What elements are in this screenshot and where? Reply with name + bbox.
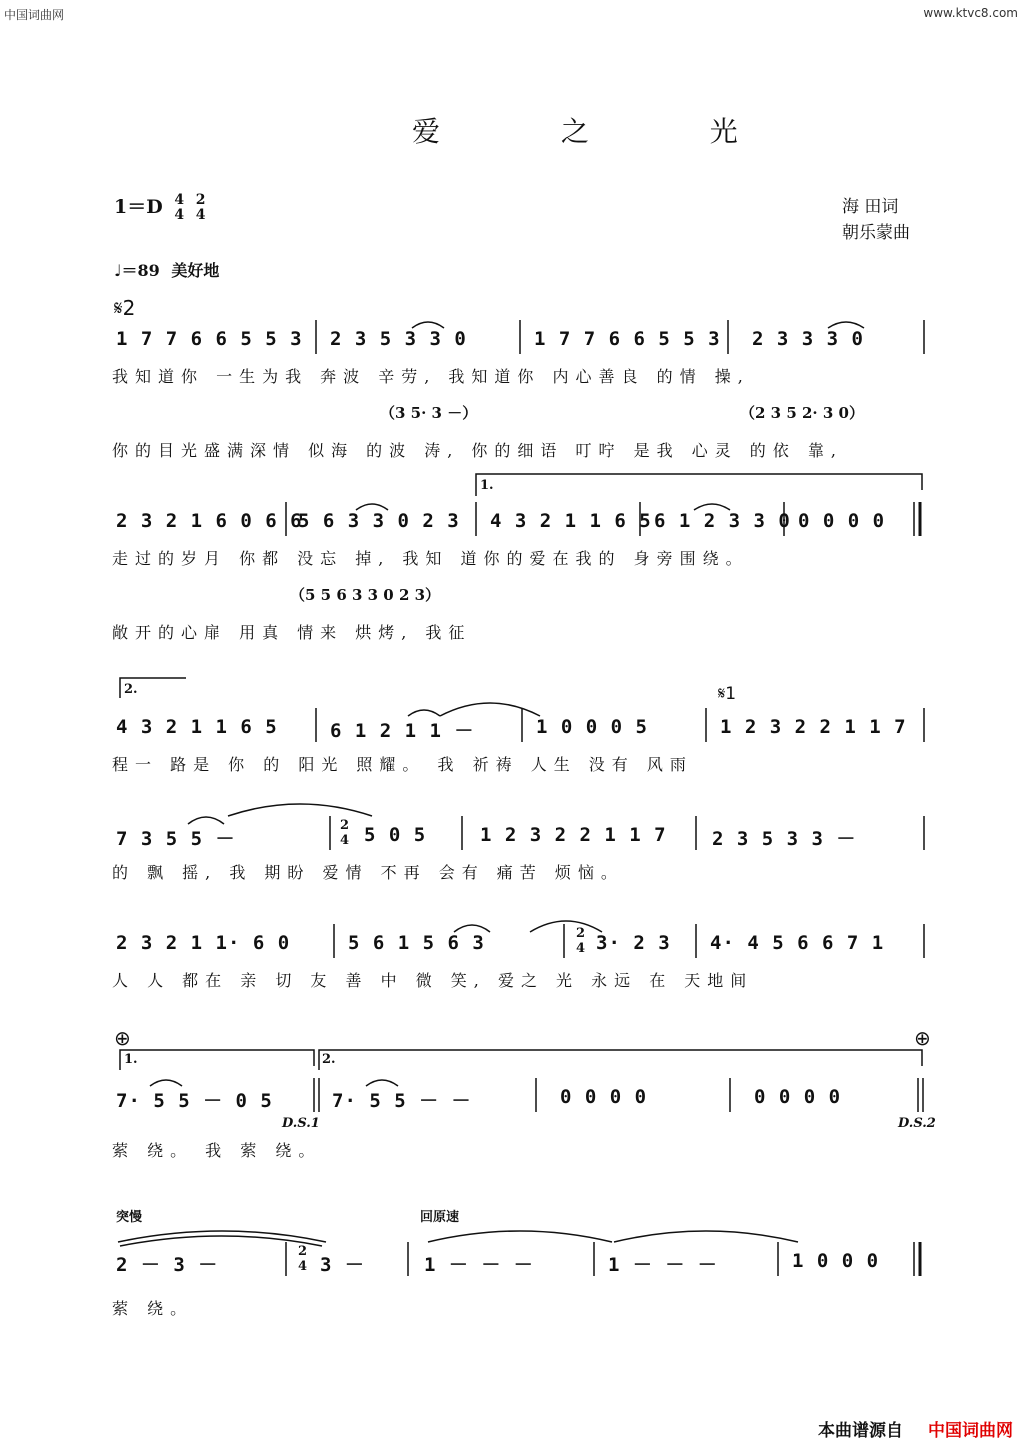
measure-7-5: 1 0 0 0 — [792, 1250, 880, 1272]
lyrics-line4: 的 飘 摇, 我 期盼 爱情 不再 会有 痛苦 烦恼。 — [112, 863, 624, 882]
measure-6-1: 7· 5 5 － 0 5 — [116, 1090, 273, 1112]
measure-2-5: 0 0 0 0 — [798, 510, 886, 532]
footer-source-link[interactable]: 中国词曲网 — [928, 1421, 1013, 1441]
resume-tempo-marking: 回原速 — [420, 1210, 460, 1225]
measure-1-4: 2 3 3 3 0 — [752, 328, 864, 350]
lyrics-verse2-line1: 你的目光盛满深情 似海 的波 涛, 你的细语 叮咛 是我 心灵 的依 靠, — [112, 441, 843, 460]
time-signature-4-4: 4 4 — [174, 192, 185, 223]
measure-2-1: 2 3 2 1 6 0 6 6 — [116, 510, 303, 532]
measure-1-3: 1 7 7 6 6 5 5 3 — [534, 328, 721, 350]
interlude-bracket-3: （5 5 6 3 3 0 2 3） — [290, 586, 441, 604]
measure-2-4: 6 1 2 3 3 0 — [654, 510, 791, 532]
interlude-bracket-1: （3 5· 3 －） — [380, 404, 478, 422]
volta-1-label-coda: 1. — [124, 1052, 138, 1067]
measure-6-3: 0 0 0 0 — [560, 1086, 648, 1108]
lyrics-line5: 人 人 都在 亲 切 友 善 中 微 笑, 爱之 光 永远 在 天地间 — [112, 971, 754, 990]
interlude-bracket-2: （2 3 5 2· 3 0） — [740, 404, 864, 422]
measure-3-1: 4 3 2 1 1 6 5 — [116, 716, 278, 738]
measure-6-4: 0 0 0 0 — [754, 1086, 842, 1108]
tempo-value: ＝89 — [121, 261, 160, 280]
slow-down-marking: 突慢 — [116, 1210, 143, 1225]
site-url-right: www.ktvc8.com — [923, 6, 1018, 20]
lyrics-verse2-line2: 敞开的心扉 用真 情来 烘烤, 我征 — [112, 623, 472, 642]
lyrics-line7: 萦 绕。 — [112, 1299, 194, 1318]
coda-icon-right: ⊕ — [914, 1026, 931, 1050]
lyricist-credit: 海 田词 — [842, 197, 899, 217]
measure-4-1: 7 3 5 5 － — [116, 828, 236, 850]
tempo-expression: 美好地 — [171, 261, 220, 280]
measure-4-2: 5 0 5 — [364, 824, 427, 846]
lyrics-verse1-line1: 我知道你 一生为我 奔波 辛劳, 我知道你 内心善良 的情 操, — [112, 367, 750, 386]
measure-2-2: 5 6 3 3 0 2 3 — [298, 510, 460, 532]
measure-1-2: 2 3 5 3 3 0 — [330, 328, 467, 350]
measure-5-3: 3· 2 3 — [596, 932, 671, 954]
quarter-note-icon: ♩ — [114, 261, 122, 280]
volta-2-label: 2. — [124, 682, 138, 697]
key-label: 1＝D — [114, 196, 163, 218]
time-signature-change-2: 2 4 — [576, 926, 586, 956]
coda-icon-left: ⊕ — [114, 1026, 131, 1050]
site-name-left: 中国词曲网 — [4, 8, 65, 22]
measure-7-2: 3 － — [320, 1254, 365, 1276]
measure-3-4: 1 2 3 2 2 1 1 7 — [720, 716, 907, 738]
measure-2-3: 4 3 2 1 1 6 5 — [490, 510, 652, 532]
measure-7-3: 1 － － － — [424, 1254, 534, 1276]
volta-2-label-coda: 2. — [322, 1052, 336, 1067]
lyrics-line6: 萦 绕。 我 萦 绕。 — [112, 1141, 322, 1160]
segno-2-icon: 𝄋2 — [114, 296, 136, 320]
measure-4-4: 2 3 5 3 3 － — [712, 828, 857, 850]
segno-1-icon: 𝄋1 — [718, 684, 737, 704]
song-title: 爱 之 光 — [412, 115, 794, 148]
measure-3-3: 1 0 0 0 5 — [536, 716, 648, 738]
measure-7-4: 1 － － － — [608, 1254, 718, 1276]
footer-source-label: 本曲谱源自 — [818, 1421, 903, 1441]
time-signature-2-4: 2 4 — [195, 192, 206, 223]
lyrics-verse1-line2: 走过的岁月 你都 没忘 掉, 我知 道你的爱在我的 身旁围绕。 — [112, 549, 749, 568]
time-signature-change-1: 2 4 — [340, 818, 350, 848]
measure-5-1: 2 3 2 1 1· 6 0 — [116, 932, 291, 954]
time-signature-change-3: 2 4 — [298, 1244, 308, 1274]
composer-credit: 朝乐蒙曲 — [842, 223, 910, 243]
lyrics-line3: 程一 路是 你 的 阳光 照耀。 我 祈祷 人生 没有 风雨 — [112, 755, 693, 774]
measure-4-3: 1 2 3 2 2 1 1 7 — [480, 824, 667, 846]
measure-3-2: 6 1 2 1 1 － — [330, 720, 475, 742]
measure-1-1: 1 7 7 6 6 5 5 3 — [116, 328, 303, 350]
measure-7-1: 2 － 3 － — [116, 1254, 219, 1276]
volta-1-label: 1. — [480, 478, 494, 493]
ds-2-marking: D.S.2 — [898, 1116, 936, 1131]
measure-6-2: 7· 5 5 － － — [332, 1090, 472, 1112]
measure-5-4: 4· 4 5 6 6 7 1 — [710, 932, 885, 954]
measure-5-2: 5 6 1 5 6 3 — [348, 932, 485, 954]
ds-1-marking: D.S.1 — [282, 1116, 320, 1131]
